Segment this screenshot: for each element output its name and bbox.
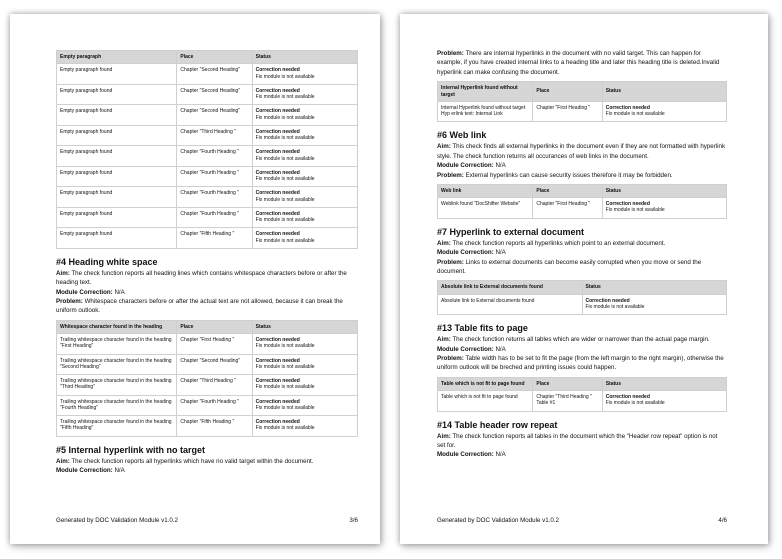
aim-text: The check function reports all hyperlinks which point to an external document. — [452, 239, 666, 247]
status-cell — [252, 166, 357, 187]
section-5-module — [56, 466, 358, 475]
table-header: Status — [602, 377, 726, 390]
table-cell: Chapter "Second Heading" — [177, 105, 252, 126]
table-cell: Empty paragraph found — [57, 146, 177, 167]
table-row — [57, 207, 358, 228]
problem-label: Problem: — [56, 298, 83, 306]
table-cell: Chapter "First Heading " — [533, 101, 602, 122]
web-link-table — [437, 184, 727, 219]
section-6-problem — [437, 171, 727, 180]
status-label: Correction needed — [255, 128, 300, 135]
table-cell: Empty paragraph found — [57, 228, 177, 249]
problem-text: Whitespace characters before or after the actual text are not allowed, because it can break the uniform outlook. — [56, 298, 343, 315]
status-note: Fix module is not available — [255, 217, 315, 223]
section-13-heading: #13 Table fits to page — [437, 323, 528, 334]
module-text: N/A — [114, 288, 125, 296]
status-cell — [252, 64, 357, 85]
module-label: Module Correction: — [437, 162, 494, 170]
aim-label: Aim: — [56, 269, 70, 277]
status-cell — [602, 101, 726, 122]
page-footer — [56, 517, 358, 524]
table-row — [57, 354, 358, 375]
section-14-aim — [437, 432, 727, 451]
table-header: Web link — [438, 184, 533, 197]
section-5-aim — [56, 457, 358, 466]
page-4-content — [437, 49, 727, 460]
table-cell: Chapter "First Heading " — [177, 334, 252, 355]
status-label: Correction needed — [255, 419, 300, 426]
table-cell: Chapter "Fourth Heading " — [177, 166, 252, 187]
status-label: Correction needed — [605, 394, 650, 401]
table-cell: Empty paragraph found — [57, 125, 177, 146]
section-7-heading: #7 Hyperlink to external document — [437, 226, 585, 237]
table-header: Status — [582, 281, 727, 294]
status-note: Fix module is not available — [255, 384, 315, 391]
section-5-heading: #5 Internal hyperlink with no target — [56, 444, 206, 455]
table-cell: Trailing whitespace character found in the heading "Fourth Heading" — [57, 395, 177, 416]
section-14-module — [437, 450, 727, 459]
table-header: Place — [533, 82, 602, 102]
table-row — [438, 198, 727, 219]
section-6-heading: #6 Web link — [437, 130, 487, 141]
footer-text: Generated by DOC Validation Module v1.0.2 — [437, 517, 559, 524]
module-text: N/A — [495, 451, 506, 459]
status-label: Correction needed — [255, 357, 300, 364]
aim-label: Aim: — [56, 457, 70, 465]
aim-text: The check function reports all hyperlinks which have no valid target within the document. — [71, 457, 314, 465]
module-label: Module Correction: — [437, 249, 494, 257]
problem-label: Problem: — [437, 258, 464, 266]
status-note: Fix module is not available — [605, 400, 665, 407]
table-row — [438, 294, 727, 315]
section-13-module — [437, 345, 727, 354]
status-note: Fix module is not available — [255, 363, 315, 370]
table-cell: Empty paragraph found — [57, 166, 177, 187]
page-number: 3/6 — [349, 517, 358, 524]
table-header: Whitespace character found in the heading — [57, 320, 177, 333]
table-header: Place — [177, 51, 252, 64]
table-header: Place — [533, 377, 602, 390]
aim-label: Aim: — [437, 432, 451, 440]
status-note: Fix module is not available — [255, 237, 315, 244]
section-4-aim — [56, 269, 358, 288]
aim-text: This check finds all external hyperlinks in the document even if they are not formatted with hyperlink style. The check function returns all occurances of web links in the document. — [437, 143, 726, 160]
page-footer — [437, 517, 727, 524]
table-cell: Chapter "Fourth Heading " — [177, 146, 252, 167]
table-header: Status — [252, 51, 357, 64]
status-note: Fix module is not available — [255, 73, 315, 80]
module-text: N/A — [495, 249, 506, 257]
table-cell: Trailing whitespace character found in the heading "Third Heading" — [57, 375, 177, 396]
section-13-aim — [437, 335, 727, 344]
status-cell — [252, 84, 357, 105]
status-note: Fix module is not available — [255, 176, 315, 182]
module-label: Module Correction: — [437, 345, 494, 353]
table-header: Place — [533, 184, 602, 197]
table-cell: Trailing whitespace character found in the heading "Fifth Heading" — [57, 416, 177, 437]
table-header: Status — [252, 320, 357, 333]
table-row — [57, 64, 358, 85]
status-note: Fix module is not available — [605, 111, 665, 118]
table-cell: Table which is not fit to page found — [438, 391, 533, 412]
table-cell: Chapter "Fourth Heading " — [177, 395, 252, 416]
problem-label: Problem: — [437, 354, 464, 362]
aim-text: The check function reports all tables in the document which the "Header row repeat" option is not set for. — [437, 432, 718, 449]
status-label: Correction needed — [255, 67, 300, 74]
aim-label: Aim: — [437, 336, 451, 344]
table-header: Empty paragraph — [57, 51, 177, 64]
table-header: Absolute link to External documents found — [438, 281, 583, 294]
page-3-content — [56, 50, 358, 475]
aim-text: The check function returns all tables which are wider or narrower than the actual page margin. — [452, 336, 710, 344]
aim-label: Aim: — [437, 143, 451, 151]
section-4-heading: #4 Heading white space — [56, 256, 158, 267]
status-note: Fix module is not available — [585, 303, 645, 310]
problem-text: External hyperlinks can cause security issues therefore it may be forbidden. — [465, 171, 673, 179]
table-cell: Empty paragraph found — [57, 84, 177, 105]
status-cell — [582, 294, 727, 315]
table-cell: Empty paragraph found — [57, 187, 177, 208]
status-cell — [252, 187, 357, 208]
status-note: Fix module is not available — [255, 343, 315, 350]
table-cell: Weblink found "DocShifter Website" — [438, 198, 533, 219]
status-label: Correction needed — [255, 190, 300, 197]
table-row — [57, 166, 358, 187]
section-4-problem — [56, 297, 358, 316]
module-text: N/A — [495, 345, 506, 353]
problem-label: Problem: — [437, 171, 464, 179]
page-3 — [10, 14, 380, 544]
table-row — [438, 391, 727, 412]
module-text: N/A — [495, 162, 506, 170]
table-row — [57, 416, 358, 437]
status-cell — [252, 375, 357, 396]
status-label: Correction needed — [255, 108, 300, 115]
table-cell: Chapter "Second Heading" — [177, 84, 252, 105]
status-cell — [252, 207, 357, 228]
table-row — [438, 101, 727, 122]
section-14-heading: #14 Table header row repeat — [437, 419, 558, 430]
status-note: Fix module is not available — [255, 155, 315, 162]
table-cell: Empty paragraph found — [57, 105, 177, 126]
status-label: Correction needed — [255, 378, 300, 385]
page-number: 4/6 — [718, 517, 727, 524]
table-header: Place — [177, 320, 252, 333]
status-label: Correction needed — [255, 210, 300, 217]
status-cell — [252, 416, 357, 437]
page-4 — [400, 14, 768, 544]
table-cell: Trailing whitespace character found in the heading "First Heading" — [57, 334, 177, 355]
footer-text: Generated by DOC Validation Module v1.0.2 — [56, 517, 178, 524]
problem-text: Links to external documents can become easily corrupted when you move or send the document. — [437, 258, 702, 275]
table-cell: Trailing whitespace character found in the heading "Second Heading" — [57, 354, 177, 375]
table-header: Status — [602, 184, 726, 197]
status-note: Fix module is not available — [255, 425, 315, 432]
module-text: N/A — [114, 467, 125, 475]
internal-hyperlink-table — [437, 81, 727, 122]
table-row — [57, 84, 358, 105]
problem-text: There are internal hyperlinks in the document with no valid target. This can happen for example, if you have created internal links to a heading title and later this heading title is deleted.Invalid hyperlink can make confusing the document. — [437, 50, 720, 76]
whitespace-table — [56, 320, 358, 437]
table-cell: Chapter "Second Heading" — [177, 354, 252, 375]
section-7-problem — [437, 258, 727, 277]
status-cell — [602, 198, 726, 219]
status-label: Correction needed — [255, 398, 300, 405]
status-note: Fix module is not available — [605, 207, 665, 214]
table-row — [57, 228, 358, 249]
status-cell — [252, 354, 357, 375]
status-cell — [252, 395, 357, 416]
module-label: Module Correction: — [56, 288, 113, 296]
external-document-table — [437, 280, 727, 315]
status-note: Fix module is not available — [255, 404, 315, 411]
status-cell — [602, 391, 726, 412]
table-header: Internal Hyperlink found without target — [438, 82, 533, 102]
status-label: Correction needed — [605, 201, 650, 208]
status-label: Correction needed — [255, 169, 300, 176]
table-row — [57, 375, 358, 396]
status-label: Correction needed — [255, 149, 300, 156]
table-row — [57, 187, 358, 208]
table-cell: Empty paragraph found — [57, 207, 177, 228]
table-cell: Chapter "Fourth Heading " — [177, 187, 252, 208]
table-cell: Empty paragraph found — [57, 64, 177, 85]
section-6-module — [437, 161, 727, 170]
table-cell: Chapter "Fifth Heading " — [177, 416, 252, 437]
status-label: Correction needed — [605, 104, 650, 111]
status-note: Fix module is not available — [255, 94, 315, 100]
table-cell: Chapter "Third Heading " — [177, 125, 252, 146]
status-cell — [252, 146, 357, 167]
table-row — [57, 125, 358, 146]
section-13-problem — [437, 354, 727, 373]
table-row — [57, 146, 358, 167]
status-label: Correction needed — [255, 87, 300, 94]
status-note: Fix module is not available — [255, 196, 315, 203]
aim-text: The check function reports all heading lines which contains whitespace characters before or after the heading text. — [56, 269, 347, 287]
table-cell: Chapter "Third Heading " Table #1 — [533, 391, 602, 412]
table-cell: Chapter "Fifth Heading " — [177, 228, 252, 249]
problem-text: Table width has to be set to fit the page (from the left margin to the right margin), otherwise the uniform outlook will be breched and printing issues could happen. — [437, 354, 724, 372]
table-header: Table which is not fit to page found — [438, 377, 533, 390]
section-7-module — [437, 248, 727, 257]
section-4-module — [56, 288, 358, 297]
table-cell: Chapter "Second Heading" — [177, 64, 252, 85]
table-cell: Chapter "Third Heading " — [177, 375, 252, 396]
status-cell — [252, 228, 357, 249]
section-5-problem — [437, 49, 727, 77]
status-cell — [252, 105, 357, 126]
status-label: Correction needed — [255, 231, 300, 238]
table-fit-table — [437, 377, 727, 412]
table-row — [57, 105, 358, 126]
table-row — [57, 395, 358, 416]
module-label: Module Correction: — [56, 467, 113, 475]
problem-label: Problem: — [437, 50, 464, 57]
table-header: Status — [602, 82, 726, 102]
status-note: Fix module is not available — [255, 135, 315, 141]
status-label: Correction needed — [585, 297, 630, 304]
table-cell: Chapter "First Heading " — [533, 198, 602, 219]
aim-label: Aim: — [437, 239, 451, 247]
section-6-aim — [437, 142, 727, 161]
status-cell — [252, 125, 357, 146]
status-label: Correction needed — [255, 337, 300, 344]
module-label: Module Correction: — [437, 451, 494, 459]
table-cell: Internal Hyperlink found without target Hyp erlink text: Internal Link — [438, 101, 533, 122]
status-note: Fix module is not available — [255, 114, 315, 121]
table-row — [57, 334, 358, 355]
table-cell: Chapter "Fourth Heading " — [177, 207, 252, 228]
empty-paragraph-table — [56, 50, 358, 249]
status-cell — [252, 334, 357, 355]
section-7-aim — [437, 239, 727, 248]
table-cell: Absolute link to External documents found — [438, 294, 583, 315]
